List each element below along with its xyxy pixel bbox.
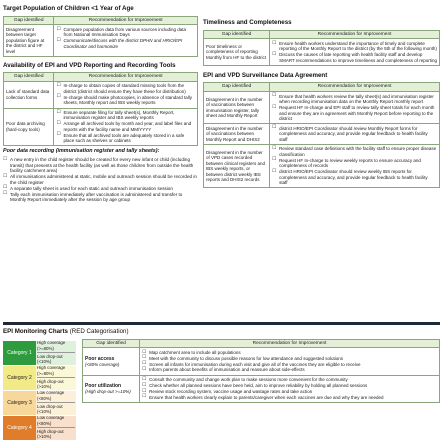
gap-title: Poor utilization: [85, 383, 122, 390]
recommendation-cell: [54, 25, 198, 56]
category-row: [3, 416, 78, 440]
surveillance-table: [203, 82, 440, 188]
category-label: Category 3: [3, 391, 36, 415]
recommendation-cell: [270, 144, 440, 187]
category-description: [36, 416, 76, 440]
recommendation-item: ☐ district HRIO/EPI Coordinator should review weekly IBS reports for completeness and accuracy, and provide regular feedback to health facility staff: [272, 169, 437, 185]
category-dropout: Low drop-out (<10%): [37, 404, 63, 415]
category-dropout: High drop-out (>10%): [37, 429, 64, 440]
recommendation-item: ☐ Ensure health workers understand the importance of timely and complete reporting of the Monthly Report to the district (by the 5th of the following month): [272, 41, 437, 52]
recommendation-item: ☐ Ensure that all archived tools are adequately stored in a safe place such as shelves or cabinets: [56, 133, 195, 144]
recommendation-item: ☐ Review stock recording system, vaccine usage and wastage rates and take action: [142, 389, 437, 394]
gap-cell: Lack of standard data collection forms: [4, 82, 54, 109]
category-row: [3, 366, 78, 390]
header-recommendation: Recommendation for Improvement: [54, 16, 198, 25]
category-coverage: High coverage (>=80%): [37, 339, 75, 353]
header-recommendation: Recommendation for Improvement: [54, 73, 198, 82]
recommendation-cell: [270, 39, 440, 66]
recommendation-cell: [54, 82, 198, 109]
gap-cell: [83, 375, 140, 402]
gap-cell: Disagreement in the number of vaccinations between Monthly Report and DHIS2: [204, 124, 270, 145]
recording-item: ☐ A separate tally sheet is used for each static and outreach immunisation session: [3, 186, 198, 192]
monitoring-table: [82, 339, 440, 403]
monitoring-table-wrap: [82, 339, 440, 441]
poor-recording-list: [3, 157, 198, 203]
target-population-table: [3, 16, 198, 57]
recommendation-item: ☐ Screen all infants for immunisation during each visit and give all of the vaccines they are eligible to receive: [142, 362, 437, 367]
recording-item: ☐ Tally each immunisation immediately after vaccination is administered and transfer to Monthly Report immediately after the session by age group: [3, 192, 198, 203]
monitoring-section: [3, 322, 440, 441]
header-recommendation: Recommendation for Improvement: [270, 83, 440, 92]
recording-item: ☐ All immunisations administered at static, mobile and outreach session should be recorded in the child register: [3, 174, 198, 185]
category-description: [36, 366, 76, 390]
recommendation-item: ☐ Consult the community and change work plan to make sessions more convenient for the community: [142, 377, 437, 382]
recommendation-cell: [140, 348, 440, 375]
monitoring-title: [3, 328, 440, 336]
monitoring-title-paren: (RED Categorisation): [69, 328, 129, 335]
recommendation-item: ☐ In-charge should make photocopies, in absence of standard tally sheets, Monthly report and IBS weekly reports: [56, 95, 195, 106]
category-description: [36, 341, 76, 365]
gap-note: (<80% coverage): [85, 361, 120, 367]
gap-cell: Disagreement between target population figure at the district and HF level: [4, 25, 54, 56]
header-recommendation: Recommendation for Improvement: [140, 339, 440, 348]
recommendation-cell: [270, 124, 440, 145]
recommendation-item: ☐ Check whether all planned sessions have been held, aim to improve reliability by holding all planned sessions: [142, 383, 437, 388]
recommendation-item: ☐ Meet with the community to discuss possible reasons for low attendance and suggested solutions: [142, 356, 437, 361]
recommendation-item: ☐ Discuss the causes of late reporting with health facility staff and develop SMART recommendations to improve timeliness and completeness of reporting: [272, 52, 437, 63]
timeliness-table: [203, 30, 440, 66]
left-column: [3, 3, 198, 203]
gap-note: (High drop-out >=10%): [85, 389, 131, 395]
recommendation-item: ☐ Inform parents about benefits of immunisation and reassure about side-effects: [142, 367, 437, 372]
category-row: [3, 391, 78, 415]
recommendation-item: ☐ Ensure that health workers review the tally sheet(s) and immunisation register when recording immunisation data on the Monthly Report monthly report: [272, 94, 437, 105]
poor-recording-title: Poor data recording (immunisation register and tally sheets):: [3, 148, 160, 155]
category-dropout: High drop-out (>10%): [37, 379, 64, 390]
recommendation-cell: [54, 108, 198, 146]
header-recommendation: Recommendation for Improvement: [270, 30, 440, 39]
header-gap: Gap identified: [204, 83, 270, 92]
recommendation-item: ☐ Ensure that health workers clearly explain to parents/caregiver when each vaccines are due and why they are needed: [142, 395, 437, 400]
header-gap: Gap identified: [4, 16, 54, 25]
recommendation-item: ☐ In-charge to obtain copies of standard missing tools from the district (district should ensure they have these for distribution): [56, 83, 195, 94]
category-coverage: Low coverage (<80%): [37, 414, 75, 428]
category-coverage: Low coverage (<80%): [37, 389, 75, 403]
category-description: [36, 391, 76, 415]
category-coverage: High coverage (>=80%): [37, 364, 75, 378]
recording-item: ☐ A new entry in the child register should be created for every new infant or child (including transit) that presents at the health facility (as well as those children from outside the health facility catchment area): [3, 157, 198, 174]
recommendation-item: ☐ Arrange all archived tools by month and year, and label files and reports with the facility name and MM/YYYY: [56, 121, 195, 132]
recommendation-item: ☐ district HRIO/EPI Coordinator should review Monthly Report forms for completeness and accuracy, and provide regular feedback to health facility staff: [272, 126, 437, 142]
recommendation-item: ☐ Communicate/discuss with the district DPHN and HRIO/EPI Coordinator and harmonize: [56, 38, 195, 49]
gap-cell: Poor data archiving (hard-copy tools): [4, 108, 54, 146]
availability-title: Availability of EPI and VPD Reporting and Recording Tools: [3, 61, 176, 69]
surveillance-title: EPI and VPD Surveillance Data Agreement: [203, 71, 328, 79]
right-column: [203, 3, 440, 188]
recommendation-item: ☐ Review standard case definitions with the facility staff to ensure proper disease classification: [272, 146, 437, 157]
gap-cell: [83, 348, 140, 375]
target-population-title: Target Population of Children <1 Year of Age: [3, 5, 134, 12]
header-gap: Gap identified: [83, 339, 140, 348]
gap-title: Poor access: [85, 355, 115, 362]
availability-table: [3, 72, 198, 146]
header-gap: Gap identified: [4, 73, 54, 82]
recommendation-item: ☐ Map catchment area to include all populations: [142, 350, 437, 355]
monitoring-title-main: EPI Monitoring Charts: [3, 328, 68, 335]
recommendation-item: ☐ Ensure separate filing for tally sheet(s), Monthly Report, immunisation register and IBS weekly reports: [56, 110, 195, 121]
section-divider: [3, 322, 440, 325]
category-label: Category 4: [3, 416, 36, 440]
gap-cell: Disagreement in the number of VPD cases recorded between clinical registers and IBS weekly reports, or between district weekly IBS reports and DHIS2 records: [204, 144, 270, 187]
header-gap: Gap identified: [204, 30, 270, 39]
category-label: Category 2: [3, 366, 36, 390]
timeliness-title: Timeliness and Completeness: [203, 19, 292, 26]
recommendation-item: ☐ Request HF In-charge to review weekly reports to ensure accuracy and completeness of records: [272, 158, 437, 169]
category-label: Category 1: [3, 341, 36, 365]
category-dropout: Low drop-out (<10%): [37, 354, 63, 365]
recommendation-item: ☐ Compare population data from various sources including data from National Immunisation Days: [56, 27, 195, 38]
recommendation-cell: [140, 375, 440, 402]
recommendation-item: ☐ Request HF In-charge and EPI staff to review tally sheet totals for each month and ensure they are in agreement with Monthly Report before reporting to the district: [272, 105, 437, 121]
gap-cell: Poor timeliness or completeness of reporting Monthly from HF to the district: [204, 39, 270, 66]
recommendation-cell: [270, 92, 440, 124]
category-legend: [3, 341, 78, 441]
category-row: [3, 341, 78, 365]
gap-cell: Disagreement in the number of vaccinations between immunisation register, tally sheet and Monthly Report: [204, 92, 270, 124]
